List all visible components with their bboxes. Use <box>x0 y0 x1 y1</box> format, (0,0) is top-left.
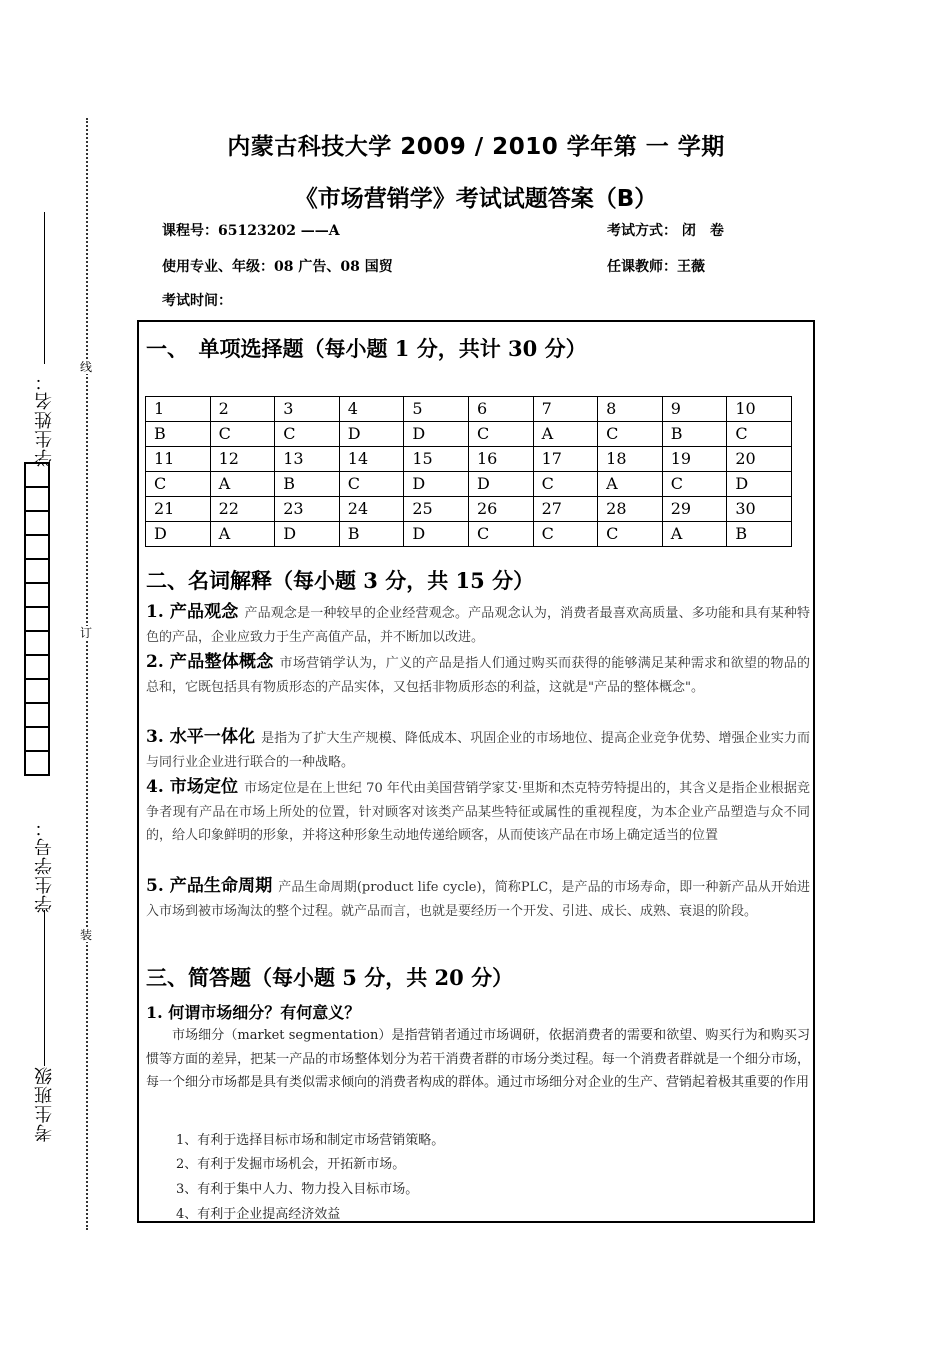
question-number-cell: 12 <box>210 447 275 472</box>
student-id-label: 学生学号： <box>34 818 55 913</box>
question-number-cell: 23 <box>275 497 340 522</box>
answer-cell: C <box>275 422 340 447</box>
question-number-cell: 19 <box>662 447 727 472</box>
term-1 <box>146 601 810 649</box>
benefit-1: 1、有利于选择目标市场和制定市场营销策略。 <box>176 1133 445 1148</box>
term-1-text: 产品观念是一种较早的企业经营观念。产品观念认为，消费者最喜欢高质量、多功能和具有某种特色的产品，企业应致力于生产高值产品，并不断加以改进。 <box>146 606 810 645</box>
question-number-cell: 8 <box>598 397 663 422</box>
question-number-cell: 4 <box>339 397 404 422</box>
answer-cell: A <box>662 522 727 547</box>
answer-cell: C <box>533 522 598 547</box>
answer-cell: A <box>210 472 275 497</box>
question-number-cell: 17 <box>533 447 598 472</box>
answer-row <box>146 522 792 547</box>
term-2 <box>146 651 810 699</box>
answer-cell: C <box>727 422 792 447</box>
question-number-cell: 29 <box>662 497 727 522</box>
answer-cell: D <box>727 472 792 497</box>
question-number-cell: 6 <box>468 397 533 422</box>
term-4-name: 4. 市场定位 <box>146 777 239 797</box>
major-grade: 使用专业、年级：08 广告、08 国贸 <box>162 259 393 275</box>
benefit-2: 2、有利于发掘市场机会，开拓新市场。 <box>176 1157 406 1172</box>
answer-cell: A <box>210 522 275 547</box>
question-number-cell: 10 <box>727 397 792 422</box>
binding-mark-ding: 订 <box>80 626 93 640</box>
term-3-name: 3. 水平一体化 <box>146 727 256 747</box>
answer-cell: B <box>662 422 727 447</box>
answer-cell: C <box>468 522 533 547</box>
question-number-cell: 21 <box>146 497 211 522</box>
answer-row <box>146 422 792 447</box>
term-1-name: 1. 产品观念 <box>146 602 239 622</box>
binding-dotted-line <box>86 118 88 1230</box>
question-number-cell: 11 <box>146 447 211 472</box>
question-number-cell: 28 <box>598 497 663 522</box>
answer-cell: B <box>275 472 340 497</box>
question-number-cell: 3 <box>275 397 340 422</box>
question-number-cell: 16 <box>468 447 533 472</box>
answer-cell: C <box>210 422 275 447</box>
answer-cell: D <box>146 522 211 547</box>
student-id-boxes <box>24 462 50 774</box>
benefit-3: 3、有利于集中人力、物力投入目标市场。 <box>176 1182 419 1197</box>
question-1: 1. 何谓市场细分？有何意义？ <box>146 1003 361 1022</box>
exam-title: 内蒙古科技大学 2009 / 2010 学年第 一 学期 <box>227 134 725 160</box>
question-number-cell: 2 <box>210 397 275 422</box>
answer-cell: B <box>146 422 211 447</box>
question-number-row <box>146 497 792 522</box>
question-number-cell: 7 <box>533 397 598 422</box>
teacher: 任课教师：王薇 <box>607 259 705 275</box>
course-number: 课程号：65123202 ——A <box>162 223 340 239</box>
question-number-cell: 22 <box>210 497 275 522</box>
answer-cell: D <box>468 472 533 497</box>
question-number-cell: 9 <box>662 397 727 422</box>
question-number-cell: 13 <box>275 447 340 472</box>
name-underline <box>44 212 45 364</box>
answer-cell: C <box>146 472 211 497</box>
answer-cell: D <box>404 472 469 497</box>
section3-title: 三、简答题（每小题 5 分，共 20 分） <box>146 965 514 990</box>
benefit-4: 4、有利于企业提高经济效益 <box>176 1207 341 1222</box>
answer-cell: C <box>662 472 727 497</box>
student-name-label: 学生姓名： <box>34 372 55 467</box>
term-2-name: 2. 产品整体概念 <box>146 652 274 672</box>
class-underline <box>44 1034 45 1066</box>
answer-cell: C <box>533 472 598 497</box>
answer-cell: C <box>598 522 663 547</box>
answer-cell: D <box>404 422 469 447</box>
answer-cell: B <box>339 522 404 547</box>
exam-time: 考试时间： <box>162 293 232 309</box>
answer-cell: B <box>727 522 792 547</box>
question-1-answer: 市场细分（market segmentation）是指营销者通过市场调研，依据消费者的需要和欲望、购买行为和购买习惯等方面的差异，把某一产品的市场整体划分为若干消费者群的市场分类过程。每一个消费者群就是一个细分市场，每一个细分市场都是具有类似需求倾向的消费者构成的群体。通过市场细分对企业的生产、营销起着极其重要的作用 <box>146 1028 810 1090</box>
term-5-name: 5. 产品生命周期 <box>146 876 273 896</box>
binding-mark-line: 线 <box>80 360 93 374</box>
question-number-cell: 24 <box>339 497 404 522</box>
answer-cell: C <box>468 422 533 447</box>
question-number-cell: 26 <box>468 497 533 522</box>
answer-cell: D <box>339 422 404 447</box>
question-number-cell: 5 <box>404 397 469 422</box>
binding-mark-zhuang: 装 <box>80 928 93 942</box>
question-number-cell: 30 <box>727 497 792 522</box>
answer-cell: A <box>533 422 598 447</box>
question-number-row <box>146 397 792 422</box>
answer-cell: A <box>598 472 663 497</box>
answer-cell: C <box>598 422 663 447</box>
answer-row <box>146 472 792 497</box>
term-5-text: 产品生命周期(product life cycle)，简称PLC，是产品的市场寿命，即一种新产品从开始进入市场到被市场淘汰的整个过程。就产品而言，也就是要经历一个开发、引进、成长、成熟、衰退的阶段。 <box>146 880 811 919</box>
term-5 <box>146 875 810 923</box>
question-number-cell: 18 <box>598 447 663 472</box>
term-3-text: 是指为了扩大生产规模、降低成本、巩固企业的市场地位、提高企业竞争优势、增强企业实力而与同行业企业进行联合的一种战略。 <box>146 731 810 770</box>
answer-cell: C <box>339 472 404 497</box>
answer-cell: D <box>275 522 340 547</box>
term-3 <box>146 726 810 774</box>
term-4-text: 市场定位是在上世纪 70 年代由美国营销学家艾·里斯和杰克特劳特提出的，其含义是指企业根据竞争者现有产品在市场上所处的位置，针对顾客对该类产品某些特征或属性的重视程度，为本企业产品塑造与众不同的，给人印象鲜明的形象，并将这种形象生动地传递给顾客，从而使该产品在市场上确定适当的位置 <box>146 781 810 843</box>
question-number-cell: 1 <box>146 397 211 422</box>
term-4 <box>146 776 810 848</box>
question-number-cell: 15 <box>404 447 469 472</box>
question-number-row <box>146 447 792 472</box>
question-number-cell: 27 <box>533 497 598 522</box>
section1-title: 一、 单项选择题（每小题 1 分，共计 30 分） <box>146 336 587 361</box>
id-underline <box>44 910 45 1040</box>
question-number-cell: 20 <box>727 447 792 472</box>
question-number-cell: 25 <box>404 497 469 522</box>
question-number-cell: 14 <box>339 447 404 472</box>
term-2-text: 市场营销学认为，广义的产品是指人们通过购买而获得的能够满足某种需求和欲望的物品的总和，它既包括具有物质形态的产品实体，又包括非物质形态的利益，这就是"产品的整体概念"。 <box>146 656 810 695</box>
exam-subtitle: 《市场营销学》考试试题答案（B） <box>294 186 658 212</box>
section2-title: 二、名词解释（每小题 3 分，共 15 分） <box>146 568 535 593</box>
exam-mode: 考试方式： 闭 卷 <box>607 223 724 239</box>
answer-cell: D <box>404 522 469 547</box>
answer-table <box>145 396 792 547</box>
student-class-label: 考生班级 <box>34 1066 55 1142</box>
